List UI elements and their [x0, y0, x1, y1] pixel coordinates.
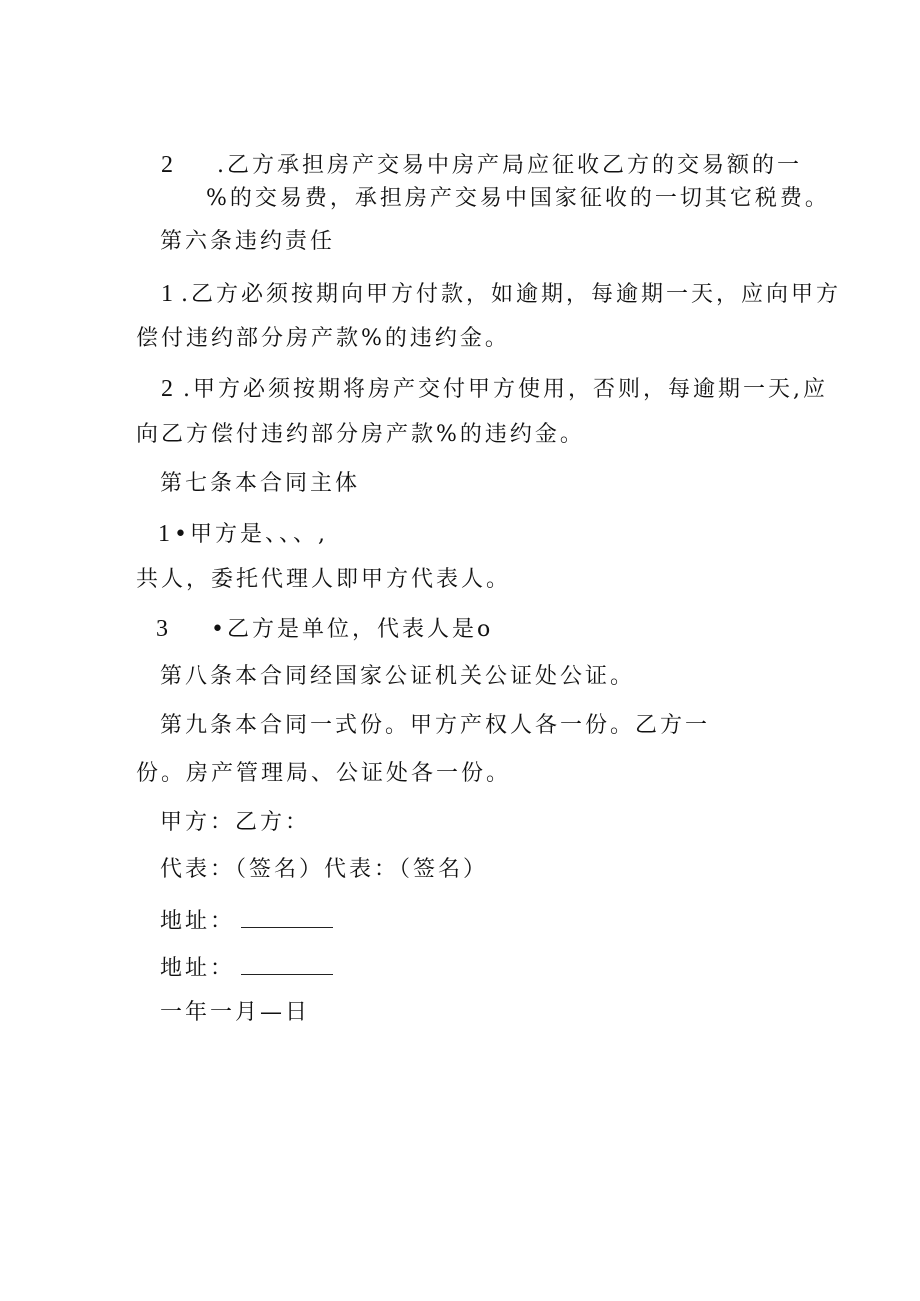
- address-label: 地址：: [160, 956, 236, 981]
- clause-text: 第八条本合同经国家公证机关公证处公证。: [160, 664, 636, 689]
- clause-9-line-1: [160, 712, 710, 740]
- item-number: 3: [156, 616, 171, 642]
- item-text: •甲方是、、、,: [174, 522, 328, 547]
- clause-7-heading: [160, 470, 360, 498]
- address-line-2: [160, 954, 333, 983]
- address-blank: [241, 907, 333, 928]
- clause-7-item-1-line-1: [158, 520, 328, 549]
- representatives-label: 代表：（签名）代表：（签名）: [160, 857, 489, 882]
- clause-7-item-3: [156, 615, 493, 644]
- address-line-1: [160, 907, 333, 936]
- signature-representatives: [160, 856, 488, 884]
- date-text: 一年一月—日: [160, 1000, 311, 1025]
- date-line: [160, 999, 310, 1027]
- item-text: %的交易费，承担房产交易中国家征收的一切其它税费。: [206, 186, 830, 211]
- item-text: .乙方必须按期向甲方付款，如逾期，每逾期一天，应向甲方: [181, 282, 841, 307]
- clause-6-item-1-line-2: [136, 325, 510, 353]
- item-number: 2: [161, 376, 176, 402]
- clause-9-line-2: [136, 760, 511, 788]
- clause-7-item-1-line-2: [136, 566, 511, 594]
- item-number: 1: [161, 281, 176, 307]
- clause-6-item-2-line-2: [136, 421, 585, 449]
- heading-text: 第七条本合同主体: [160, 471, 361, 496]
- address-label: 地址：: [160, 909, 236, 934]
- item-number: 2: [161, 152, 176, 178]
- clause-5-item-2-line-2: [206, 185, 830, 213]
- heading-text: 第六条违约责任: [160, 229, 336, 254]
- item-text: .乙方承担房产交易中房产局应征收乙方的交易额的一: [217, 153, 802, 178]
- parties-label: 甲方：乙方：: [160, 810, 311, 835]
- clause-8: [160, 663, 635, 691]
- address-blank: [241, 954, 333, 975]
- item-text: 偿付违约部分房产款%的违约金。: [136, 326, 510, 351]
- signature-parties: [160, 809, 310, 837]
- item-text: 向乙方偿付违约部分房产款%的违约金。: [136, 422, 585, 447]
- item-number: 1: [158, 521, 173, 547]
- clause-6-item-2-line-1: [161, 375, 828, 404]
- item-text: .甲方必须按期将房产交付甲方使用，否则，每逾期一天,应: [183, 377, 828, 402]
- clause-text: 第九条本合同一式份。甲方产权人各一份。乙方一: [160, 713, 711, 738]
- clause-5-item-2-line-1: [161, 151, 802, 180]
- clause-text: 份。房产管理局、公证处各一份。: [136, 761, 512, 786]
- clause-6-item-1-line-1: [161, 280, 841, 309]
- item-text: 共人，委托代理人即甲方代表人。: [136, 567, 512, 592]
- item-text: •乙方是单位，代表人是o: [211, 617, 494, 642]
- clause-6-heading: [160, 228, 335, 256]
